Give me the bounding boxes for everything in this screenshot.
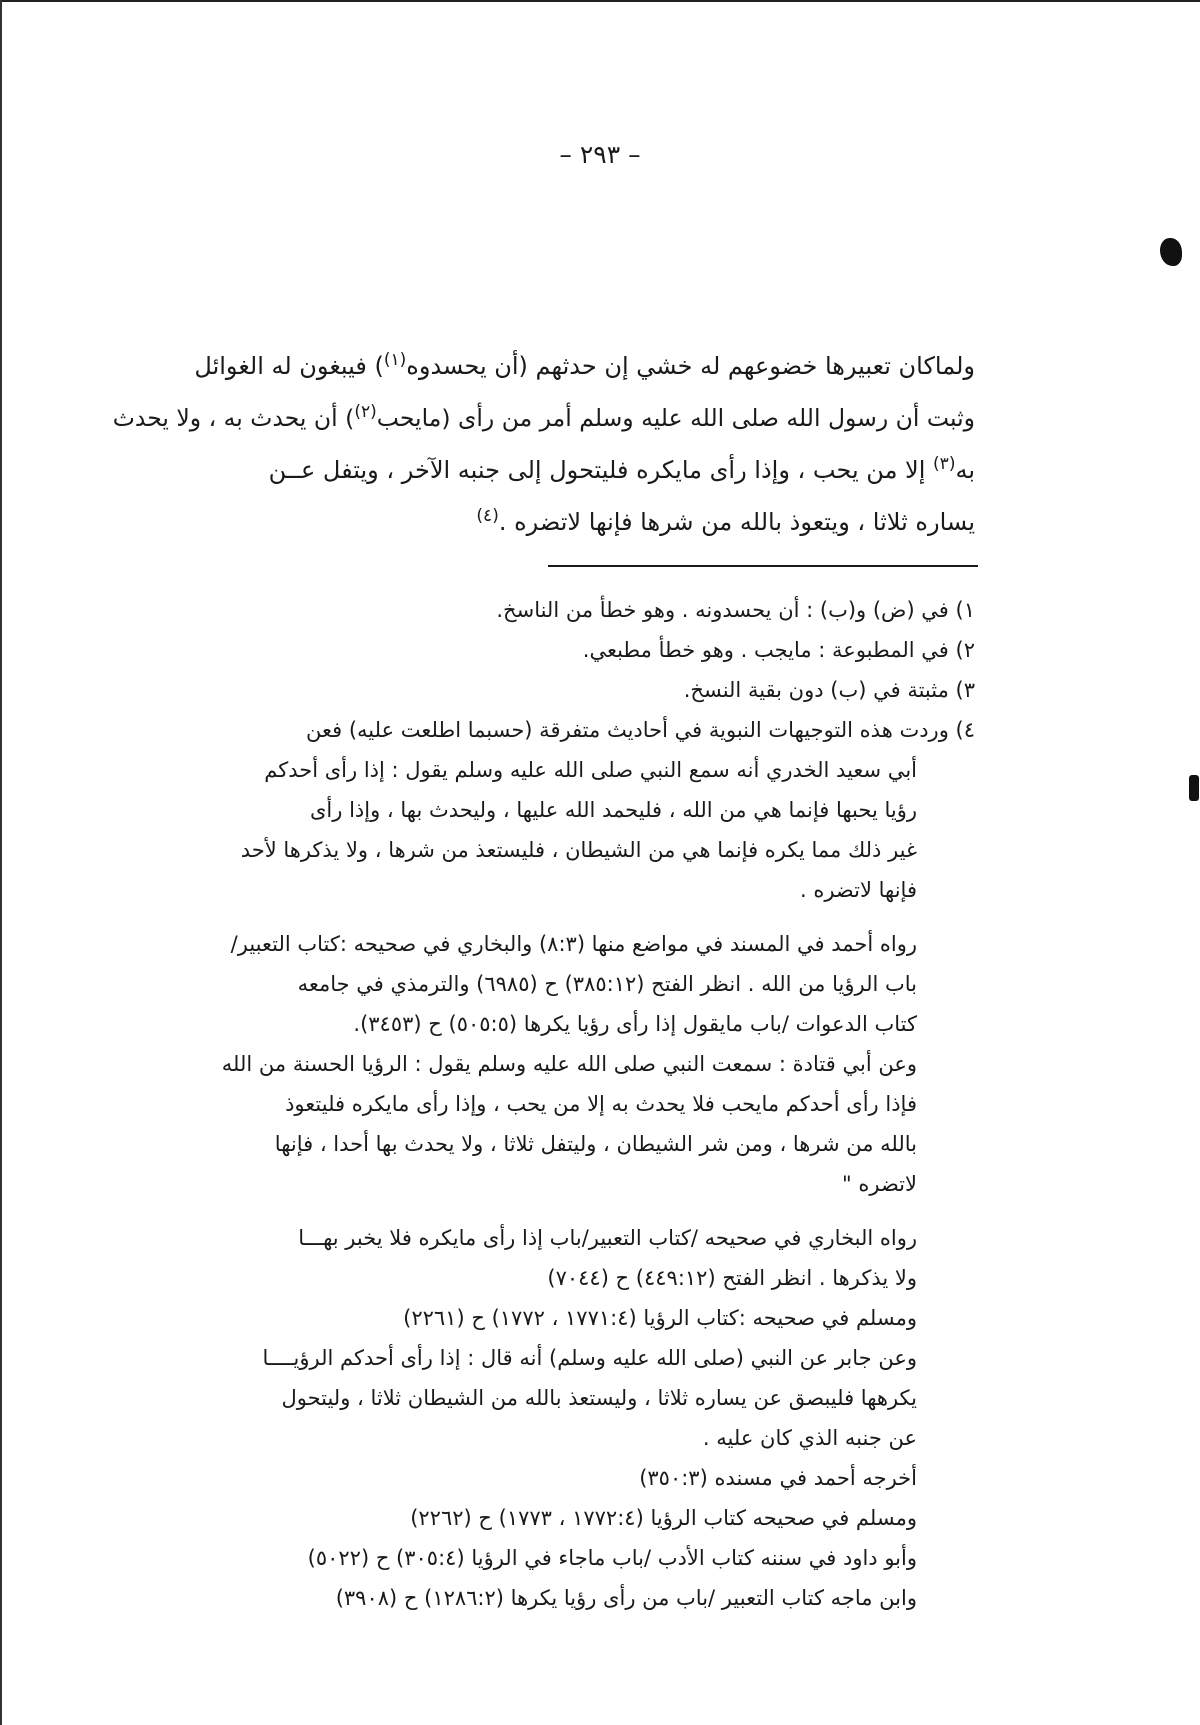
scan-edge-left bbox=[0, 0, 2, 1725]
footnote-line: فإنها لاتضره . bbox=[799, 878, 917, 902]
footnote-line: رواه أحمد في المسند في مواضع منها (٨:٣) والبخاري في صحيحه :كتاب التعبير/ bbox=[230, 932, 917, 956]
footnote-line: أخرجه أحمد في مسنده (٣٥٠:٣) bbox=[639, 1466, 917, 1490]
footnote-line: غير ذلك مما يكره فإنما هي من الشيطان ، فليستعذ من شرها ، ولا يذكرها لأحد bbox=[240, 838, 917, 862]
footnote-reference-mark: (٢) bbox=[354, 402, 377, 423]
footnote-line: ٣) مثبتة في (ب) دون بقية النسخ. bbox=[683, 678, 975, 702]
footnote-line: ولا يذكرها . انظر الفتح (٤٤٩:١٢) ح (٧٠٤٤) bbox=[547, 1266, 917, 1290]
footnote-line: ٤) وردت هذه التوجيهات النبوية في أحاديث متفرقة (حسبما اطلعت عليه) فعن bbox=[306, 718, 975, 742]
footnote-line: رواه البخاري في صحيحه /كتاب التعبير/باب إذا رأى مايكره فلا يخبر بهـــا bbox=[298, 1226, 917, 1250]
footnotes bbox=[110, 590, 975, 1618]
scan-edge-top bbox=[0, 0, 1200, 2]
footnote-line: وابن ماجه كتاب التعبير /باب من رأى رؤيا يكرها (١٢٨٦:٢) ح (٣٩٠٨) bbox=[335, 1586, 917, 1610]
body-line-text: وثبت أن رسول الله صلى الله عليه وسلم أمر من رأى (مايحب bbox=[376, 404, 975, 432]
body-line bbox=[110, 496, 975, 548]
footnote-line: رؤيا يحبها فإنما هي من الله ، فليحمد الله عليها ، وليحدث بها ، وإذا رأى bbox=[310, 798, 917, 822]
body-line-continuation: ) أن يحدث به ، ولا يحدث bbox=[112, 404, 355, 432]
body-line bbox=[110, 340, 975, 392]
body-line-text: به bbox=[955, 456, 975, 484]
footnote-line: وعن جابر عن النبي (صلى الله عليه وسلم) أنه قال : إذا رأى أحدكم الرؤيــــا bbox=[262, 1346, 917, 1370]
footnote-line: عن جنبه الذي كان عليه . bbox=[702, 1426, 917, 1450]
body-line bbox=[110, 392, 975, 444]
main-body-text bbox=[110, 340, 975, 548]
footnote-line: فإذا رأى أحدكم مايحب فلا يحدث به إلا من يحب ، وإذا رأى مايكره فليتعوذ bbox=[285, 1092, 917, 1116]
footnote-line: كتاب الدعوات /باب مايقول إذا رأى رؤيا يكرها (٥٠٥:٥) ح (٣٤٥٣). bbox=[353, 1012, 917, 1036]
footnote-line: لاتضره " bbox=[842, 1172, 917, 1196]
paragraph-gap bbox=[110, 1204, 975, 1218]
footnote-line: وأبو داود في سننه كتاب الأدب /باب ماجاء في الرؤيا (٣٠٥:٤) ح (٥٠٢٢) bbox=[307, 1546, 917, 1570]
page-number: – ٢٩٣ – bbox=[559, 140, 641, 169]
footnote-reference-mark: (٤) bbox=[476, 506, 499, 526]
ink-blot bbox=[1160, 238, 1182, 266]
footnote-line: بالله من شرها ، ومن شر الشيطان ، وليتفل ثلاثا ، ولا يحدث بها أحدا ، فإنها bbox=[274, 1132, 917, 1156]
footnote-line: باب الرؤيا من الله . انظر الفتح (٣٨٥:١٢) ح (٦٩٨٥) والترمذي في جامعه bbox=[297, 972, 917, 996]
footnote-line: يكرهها فليبصق عن يساره ثلاثا ، وليستعذ بالله من الشيطان ثلاثا ، وليتحول bbox=[281, 1386, 917, 1410]
footnote-line: أبي سعيد الخدري أنه سمع النبي صلى الله عليه وسلم يقول : إذا رأى أحدكم bbox=[264, 758, 917, 782]
body-line-continuation: ) فيبغون له الغوائل bbox=[194, 352, 384, 380]
body-line-text: يساره ثلاثا ، ويتعوذ بالله من شرها فإنها لاتضره . bbox=[498, 508, 975, 536]
footnote-separator bbox=[548, 565, 978, 567]
body-line bbox=[110, 444, 975, 496]
margin-mark bbox=[1189, 775, 1199, 801]
footnote-line: ومسلم في صحيحه :كتاب الرؤيا (١٧٧١:٤ ، ١٧٧٢) ح (٢٢٦١) bbox=[403, 1306, 917, 1330]
body-line-continuation: إلا من يحب ، وإذا رأى مايكره فليتحول إلى جنبه الآخر ، ويتفل عــن bbox=[268, 456, 934, 484]
paragraph-gap bbox=[110, 910, 975, 924]
body-line-text: ولماكان تعبيرها خضوعهم له خشي إن حدثهم (أن يحسدوه bbox=[406, 352, 975, 380]
footnote-line: ٢) في المطبوعة : مايجب . وهو خطأ مطبعي. bbox=[582, 638, 975, 662]
footnote-reference-mark: (٣) bbox=[933, 454, 956, 474]
footnote-line: ومسلم في صحيحه كتاب الرؤيا (١٧٧٢:٤ ، ١٧٧٣) ح (٢٢٦٢) bbox=[410, 1506, 917, 1530]
footnote-line: ١) في (ض) و(ب) : أن يحسدونه . وهو خطأ من الناسخ. bbox=[496, 598, 975, 622]
footnote-reference-mark: (١) bbox=[383, 350, 407, 370]
footnote-line: وعن أبي قتادة : سمعت النبي صلى الله عليه وسلم يقول : الرؤيا الحسنة من الله bbox=[221, 1052, 917, 1076]
